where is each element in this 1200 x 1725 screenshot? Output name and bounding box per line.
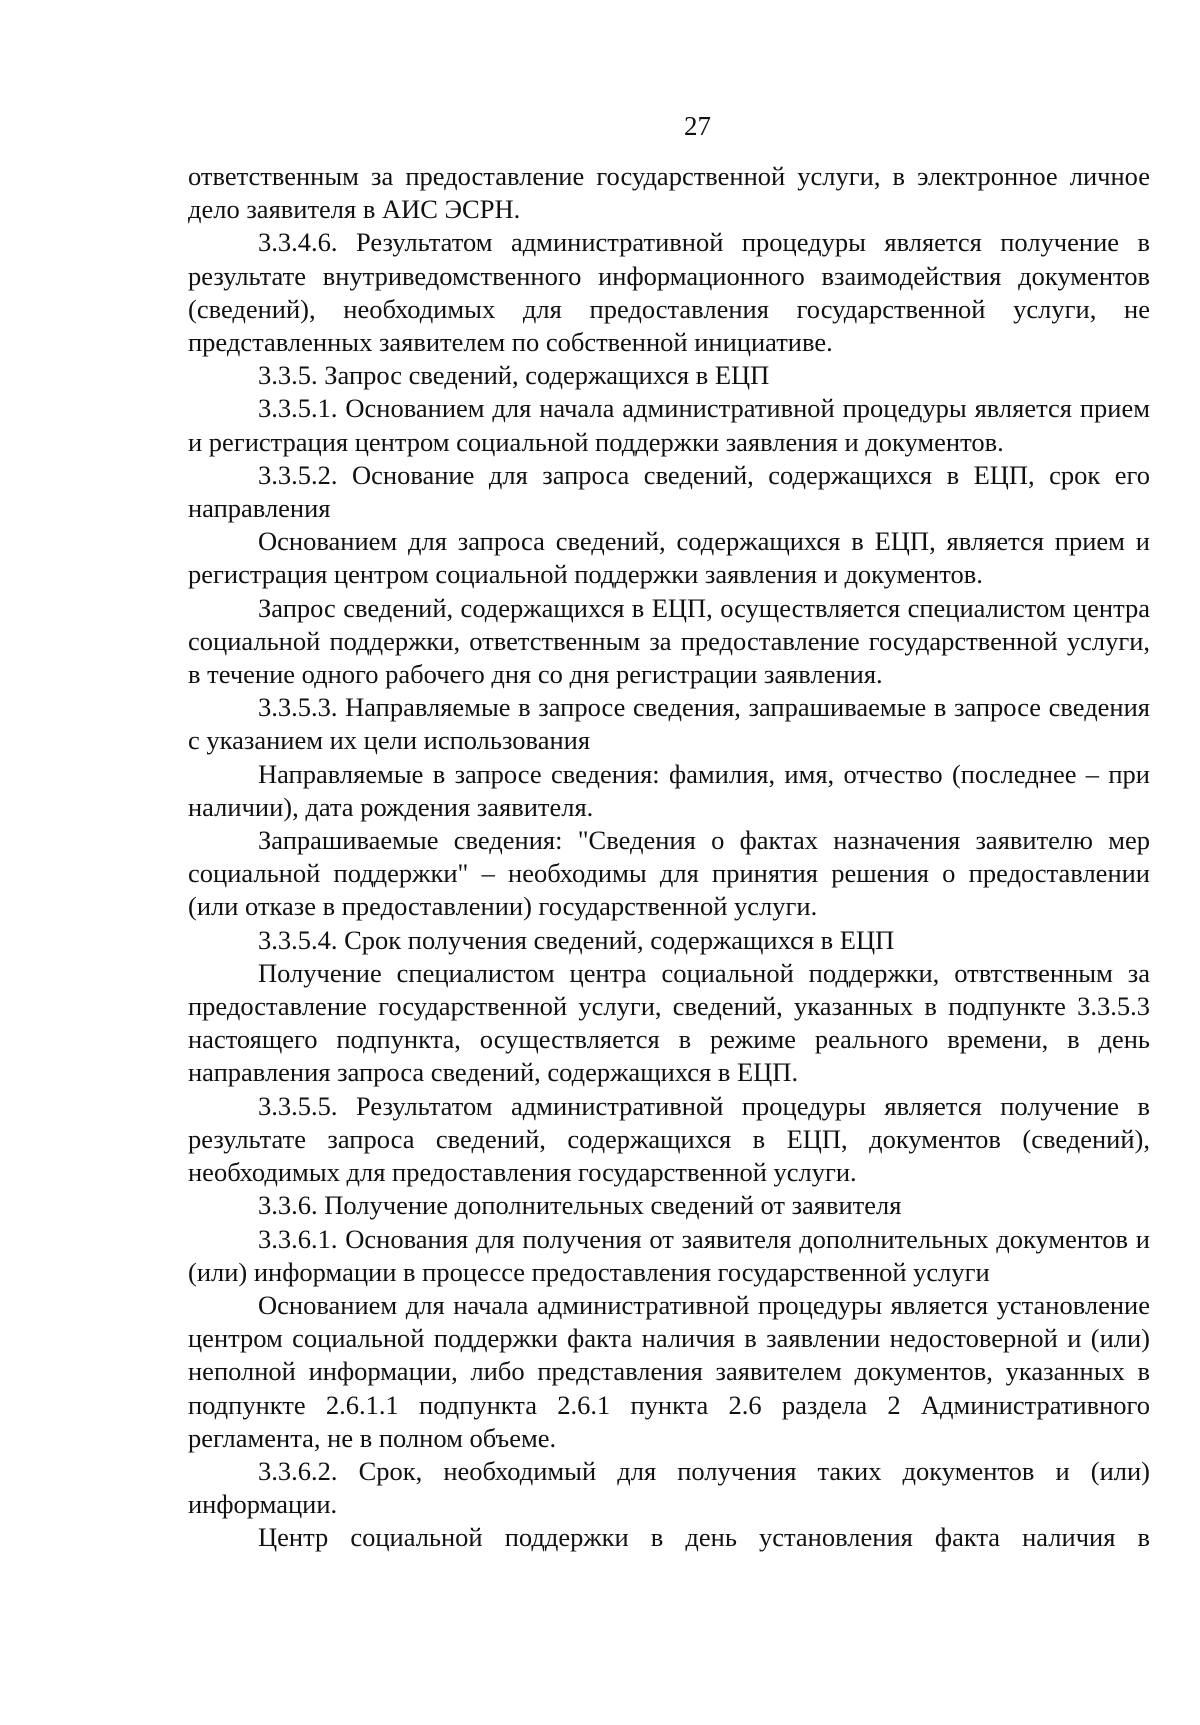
paragraph-3-3-6-2: 3.3.6.2. Срок, необходимый для получения таких документов и (или) информации. [188,1455,1150,1520]
paragraph-3-3-5-3: 3.3.5.3. Направляемые в запросе сведения, запрашиваемые в запросе сведения с указанием их цели использования [188,692,1150,756]
paragraph-basis-additional-info: Основанием для начала административной процедуры является установление центром социальной поддержки факта наличия в заявлении недостоверной и (или) неполной информации, либо представления заявителем документов, указанных в подпункте 2.6.1.1 подпункта 2.6.1 пункта 2.6 раздела 2 Административного регламента, не в полном объеме. [188,1289,1150,1453]
page-number: 27 [684,111,711,141]
paragraph-request-executor: Запрос сведений, содержащихся в ЕЦП, осуществляется специалистом центра социальной поддержки, ответственным за предоставление государственной услуги, в течение одного рабочего дня со дня регистрации заявления. [188,592,1150,690]
paragraph-receipt-time: Получение специалистом центра социальной поддержки, отвтственным за предоставление государственной услуги, сведений, указанных в подпункте 3.3.5.3 настоящего подпункта, осуществляется в режиме реального времени, в день направления запроса сведений, содержащихся в ЕЦП. [188,957,1150,1088]
paragraph-basis-request: Основанием для запроса сведений, содержащихся в ЕЦП, является прием и регистрация центром социальной поддержки заявления и документов. [188,526,1150,590]
paragraph-center-support: Центр социальной поддержки в день установления факта наличия в [258,1522,1150,1553]
paragraph-2: 3.3.4.6. Результатом административной процедуры является получение в результате внутриведомственного информационного взаимодействия документов (сведений), необходимых для предоставления государственной услуги, не представленных заявителем по собственной инициативе. [188,227,1150,358]
paragraph-3-3-5-2: 3.3.5.2. Основание для запроса сведений, содержащихся в ЕЦП, срок его направления [188,459,1150,524]
section-heading-3-3-5: 3.3.5. Запрос сведений, содержащихся в ЕЦП [258,360,770,391]
paragraph-3-3-6-1: 3.3.6.1. Основания для получения от заявителя дополнительных документов и (или) информации в процессе предоставления государственной услуги [188,1223,1150,1287]
document-body [188,160,1150,1555]
paragraph-requested-data: Запрашиваемые сведения: "Сведения о фактах назначения заявителю мер социальной поддержки" – необходимы для принятия решения о предоставлении (или отказе в предоставлении) государственной услуги. [188,825,1150,922]
paragraph-3-3-5-1: 3.3.5.1. Основанием для начала административной процедуры является прием и регистрация центром социальной поддержки заявления и документов. [188,393,1150,457]
paragraph-1: ответственным за предоставление государственной услуги, в электронное личное дело заявителя в АИС ЭСРН. [188,161,1150,225]
paragraph-3-3-5-5: 3.3.5.5. Результатом административной процедуры является получение в результате запроса сведений, содержащихся в ЕЦП, документов (сведений), необходимых для предоставления государственной услуги. [188,1090,1150,1188]
paragraph-sent-data: Направляемые в запросе сведения: фамилия, имя, отчество (последнее – при наличии), дата рождения заявителя. [188,758,1150,822]
section-heading-3-3-5-4: 3.3.5.4. Срок получения сведений, содержащихся в ЕЦП [258,924,895,955]
section-heading-3-3-6: 3.3.6. Получение дополнительных сведений от заявителя [258,1190,902,1221]
